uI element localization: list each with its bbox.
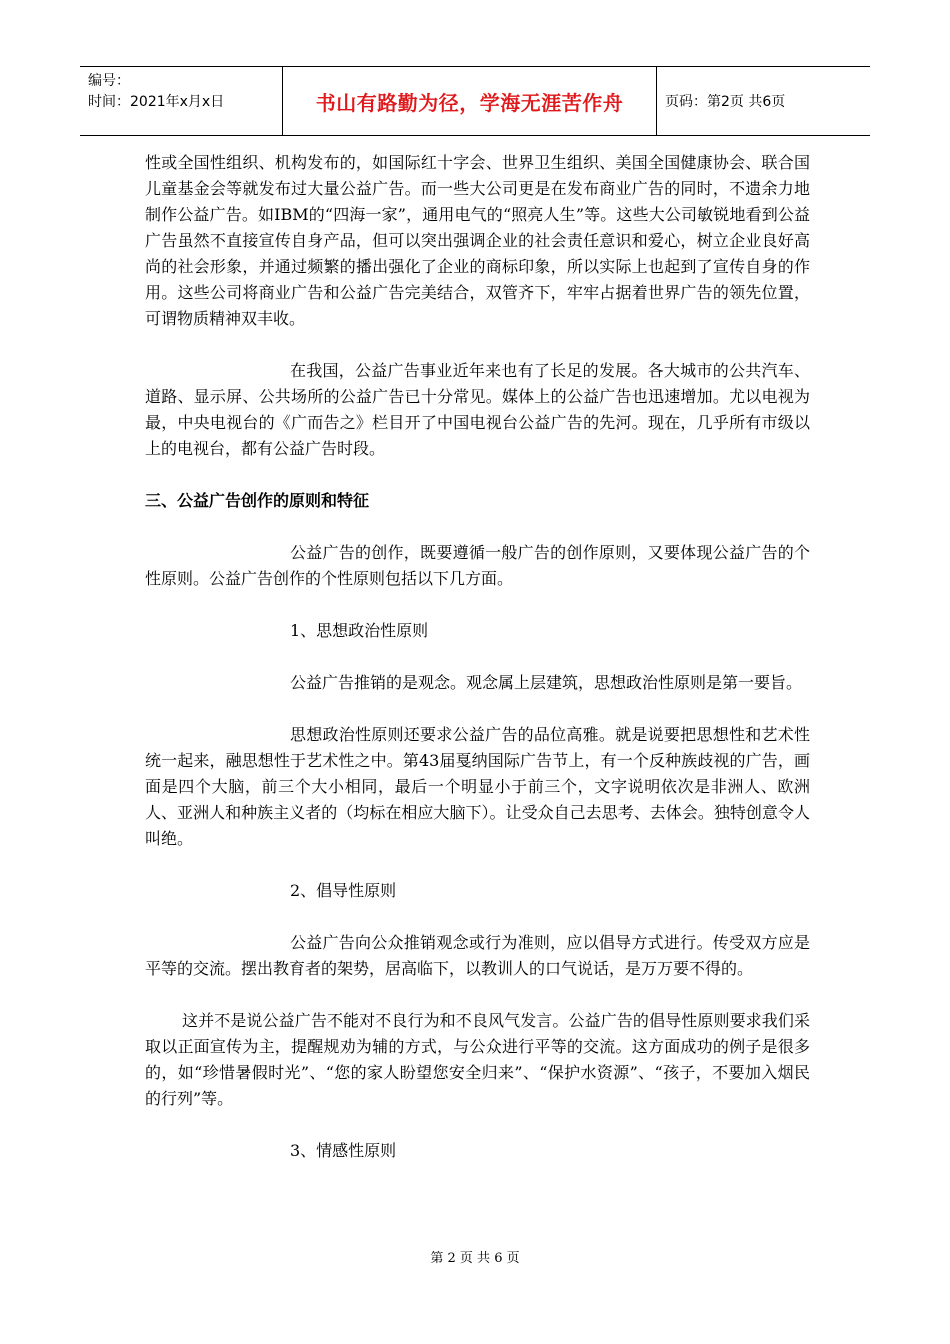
header-page-code: 页码：第2页 共6页 [665, 94, 786, 110]
header-motto: 书山有路勤为径，学海无涯苦作舟 [315, 90, 624, 115]
header-motto-cell [283, 67, 657, 135]
page-footer [0, 1247, 950, 1266]
header-meta [80, 67, 283, 135]
subsection-heading: 3、情感性原则 [290, 1141, 397, 1160]
paragraph: 思想政治性原则还要求公益广告的品位高雅。就是说要把思想性和艺术性统一起来，融思想性于艺术性之中。第43届戛纳国际广告节上，有一个反种族歧视的广告，画面是四个大脑，前三个大小相同，最后一个明显小于前三个，文字说明依次是非洲人、欧洲人、亚洲人和种族主义者的（均标在相应大脑下）。让受众自己去思考、去体会。独特创意令人叫绝。 [145, 725, 810, 848]
paragraph: 性或全国性组织、机构发布的，如国际红十字会、世界卫生组织、美国全国健康协会、联合国儿童基金会等就发布过大量公益广告。而一些大公司更是在发布商业广告的同时，不遗余力地制作公益广告。如IBM的“四海一家”，通用电气的“照亮人生”等。这些大公司敏锐地看到公益广告虽然不直接宣传自身产品，但可以突出强调企业的社会责任意识和爱心，树立企业良好高尚的社会形象，并通过频繁的播出强化了企业的商标印象，所以实际上也起到了宣传自身的作用。这些公司将商业广告和公益广告完美结合，双管齐下，牢牢占据着世界广告的领先位置，可谓物质精神双丰收。 [145, 153, 810, 328]
paragraph: 公益广告的创作，既要遵循一般广告的创作原则，又要体现公益广告的个性原则。公益广告创作的个性原则包括以下几方面。 [145, 543, 810, 588]
document-body [145, 150, 810, 1164]
header-page-code-cell [657, 67, 870, 135]
document-number-label: 编号： [88, 73, 130, 89]
subsection-heading: 2、倡导性原则 [290, 881, 397, 900]
document-time-label: 时间：2021年x月x日 [88, 94, 225, 110]
paragraph: 公益广告向公众推销观念或行为准则，应以倡导方式进行。传受双方应是平等的交流。摆出教育者的架势，居高临下，以教训人的口气说话，是万万要不得的。 [145, 933, 810, 978]
paragraph: 公益广告推销的是观念。观念属上层建筑，思想政治性原则是第一要旨。 [290, 673, 803, 692]
page-header [80, 66, 870, 136]
subsection-heading: 1、思想政治性原则 [290, 621, 429, 640]
paragraph: 这并不是说公益广告不能对不良行为和不良风气发言。公益广告的倡导性原则要求我们采取以正面宣传为主，提醒规劝为辅的方式，与公众进行平等的交流。这方面成功的例子是很多的，如“珍惜暑假时光”、“您的家人盼望您安全归来”、“保护水资源”、“孩子，不要加入烟民的行列”等。 [145, 1011, 810, 1108]
paragraph: 在我国，公益广告事业近年来也有了长足的发展。各大城市的公共汽车、道路、显示屏、公共场所的公益广告已十分常见。媒体上的公益广告也迅速增加。尤以电视为最，中央电视台的《广而告之》栏目开了中国电视台公益广告的先河。现在，几乎所有市级以上的电视台，都有公益广告时段。 [145, 361, 810, 458]
section-heading: 三、公益广告创作的原则和特征 [145, 491, 370, 510]
footer-page-number: 第 2 页 共 6 页 [430, 1251, 520, 1266]
